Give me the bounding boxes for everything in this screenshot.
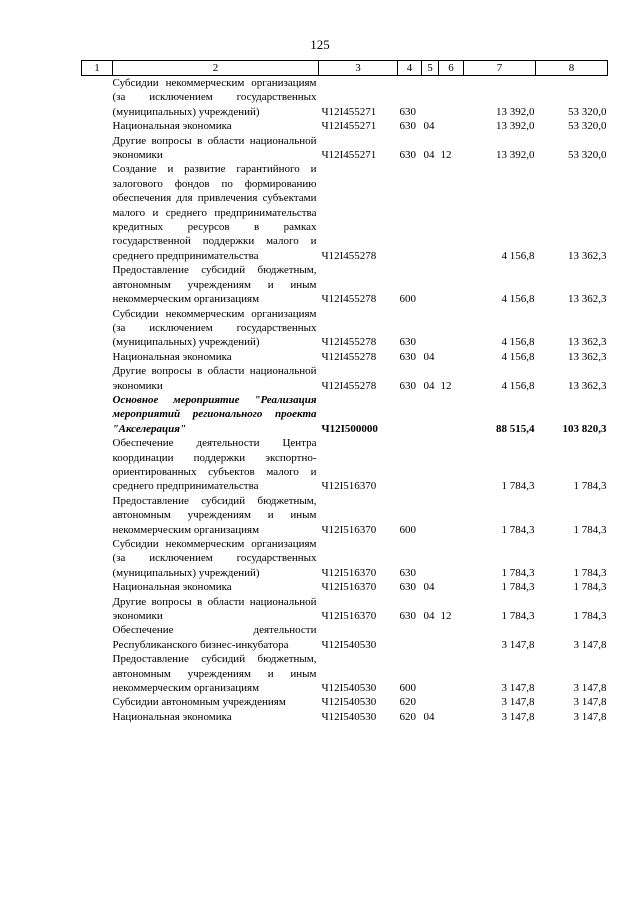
table-row <box>82 393 608 436</box>
row-number-cell <box>82 76 113 120</box>
amount-col7-cell: 13 392,0 <box>496 120 535 133</box>
header-cell: 7 <box>464 61 536 76</box>
row-number-cell <box>82 350 113 364</box>
section-cell: 04 <box>423 350 435 363</box>
target-code-cell: Ч12I516370 <box>321 610 377 623</box>
amount-col7-cell: 1 784,3 <box>501 566 535 579</box>
target-code-cell: Ч12I455278 <box>321 336 377 349</box>
target-code-cell: Ч12I540530 <box>321 682 377 695</box>
amount-col8-cell: 13 362,3 <box>568 293 607 306</box>
header-cell: 1 <box>82 61 113 76</box>
subsection-cell <box>439 307 464 350</box>
section-cell <box>422 263 439 306</box>
target-code-cell: Ч12I455278 <box>321 249 377 262</box>
section-cell: 04 <box>423 120 435 133</box>
target-code-cell: Ч12I516370 <box>321 480 377 493</box>
table-row <box>82 595 608 624</box>
subsection-cell <box>439 710 464 724</box>
table-row <box>82 436 608 494</box>
row-number-cell <box>82 623 113 652</box>
target-code-cell: Ч12I500000 <box>321 422 378 435</box>
amount-col7-cell: 1 784,3 <box>501 480 535 493</box>
row-number-cell <box>82 710 113 724</box>
subsection-cell <box>439 436 464 494</box>
amount-col7-cell: 3 147,8 <box>501 638 535 651</box>
row-name-cell: Национальная экономика <box>112 120 232 133</box>
table-row <box>82 307 608 350</box>
row-number-cell <box>82 494 113 537</box>
row-name-cell: Обеспечение деятельности Республиканского бизнес-инкубатора <box>112 624 317 651</box>
row-number-cell <box>82 307 113 350</box>
table-row <box>82 623 608 652</box>
table-row <box>82 537 608 580</box>
expense-type-cell: 630 <box>399 379 416 392</box>
amount-col7-cell: 1 784,3 <box>501 523 535 536</box>
subsection-cell <box>439 623 464 652</box>
amount-col7-cell: 4 156,8 <box>501 249 535 262</box>
row-number-cell <box>82 162 113 263</box>
row-name-cell: Субсидии некоммерческим организациям (за исключением государственных (муниципальных) учреждений) <box>112 538 317 579</box>
expense-type-cell: 600 <box>399 682 416 695</box>
table-row <box>82 162 608 263</box>
expense-type-cell: 630 <box>399 581 416 594</box>
amount-col7-cell: 1 784,3 <box>501 581 535 594</box>
expense-type-cell: 620 <box>399 710 416 723</box>
row-name-cell: Предоставление субсидий бюджетным, автономным учреждениям и иным некоммерческим организациям <box>112 264 317 306</box>
amount-col7-cell: 3 147,8 <box>501 696 535 709</box>
expense-type-cell: 620 <box>399 696 416 709</box>
row-number-cell <box>82 393 113 436</box>
section-cell: 04 <box>423 581 435 594</box>
row-number-cell <box>82 263 113 306</box>
table-row <box>82 652 608 695</box>
row-name-cell: Субсидии некоммерческим организациям (за исключением государственных (муниципальных) учреждений) <box>112 307 317 349</box>
table-row <box>82 76 608 120</box>
row-name-cell: Национальная экономика <box>112 581 232 594</box>
header-cell: 6 <box>439 61 464 76</box>
table-row <box>82 710 608 724</box>
amount-col8-cell: 13 362,3 <box>568 350 607 363</box>
section-cell <box>422 537 439 580</box>
subsection-cell <box>439 695 464 709</box>
amount-col7-cell: 3 147,8 <box>501 682 535 695</box>
amount-col8-cell: 1 784,3 <box>573 566 607 579</box>
amount-col8-cell: 53 320,0 <box>568 149 607 162</box>
section-cell <box>422 307 439 350</box>
section-cell <box>422 162 439 263</box>
row-name-cell: Субсидии автономным учреждениям <box>112 696 286 709</box>
amount-col7-cell: 13 392,0 <box>496 105 535 118</box>
section-cell: 04 <box>423 610 435 623</box>
table-row <box>82 580 608 594</box>
section-cell: 04 <box>423 710 435 723</box>
amount-col7-cell: 4 156,8 <box>501 336 535 349</box>
target-code-cell: Ч12I455271 <box>321 149 377 162</box>
amount-col7-cell: 4 156,8 <box>501 350 535 363</box>
row-number-cell <box>82 595 113 624</box>
row-number-cell <box>82 652 113 695</box>
subsection-cell <box>439 393 464 436</box>
amount-col8-cell: 1 784,3 <box>573 480 607 493</box>
target-code-cell: Ч12I516370 <box>321 523 377 536</box>
expense-type-cell: 630 <box>399 350 416 363</box>
row-number-cell <box>82 364 113 393</box>
target-code-cell: Ч12I455278 <box>321 379 377 392</box>
row-number-cell <box>82 537 113 580</box>
amount-col8-cell: 3 147,8 <box>573 696 607 709</box>
row-name-cell: Основное мероприятие "Реализация мероприятий регионального проекта "Акселерация" <box>112 393 317 435</box>
table-row <box>82 494 608 537</box>
page-number: 125 <box>310 37 330 52</box>
amount-col8-cell: 13 362,3 <box>568 336 607 349</box>
expense-type-cell: 600 <box>399 293 416 306</box>
expense-type-cell <box>398 623 422 652</box>
subsection-cell <box>439 652 464 695</box>
amount-col7-cell: 88 515,4 <box>496 422 535 435</box>
row-name-cell: Национальная экономика <box>112 350 232 363</box>
header-cell: 2 <box>113 61 319 76</box>
expense-type-cell <box>398 436 422 494</box>
header-cell: 4 <box>398 61 422 76</box>
header-cell: 3 <box>319 61 398 76</box>
amount-col7-cell: 13 392,0 <box>496 149 535 162</box>
expense-type-cell <box>398 162 422 263</box>
subsection-cell <box>439 162 464 263</box>
row-number-cell <box>82 580 113 594</box>
amount-col7-cell: 1 784,3 <box>501 610 535 623</box>
subsection-cell: 12 <box>440 149 452 162</box>
expense-type-cell: 600 <box>399 523 416 536</box>
amount-col8-cell: 3 147,8 <box>573 638 607 651</box>
subsection-cell <box>439 263 464 306</box>
amount-col8-cell: 1 784,3 <box>573 610 607 623</box>
target-code-cell: Ч12I540530 <box>321 710 377 723</box>
section-cell <box>422 623 439 652</box>
table-row <box>82 695 608 709</box>
row-number-cell <box>82 436 113 494</box>
expense-type-cell: 630 <box>399 105 416 118</box>
subsection-cell <box>439 494 464 537</box>
budget-table <box>81 60 608 724</box>
amount-col7-cell: 4 156,8 <box>501 293 535 306</box>
table-row <box>82 263 608 306</box>
row-name-cell: Предоставление субсидий бюджетным, автономным учреждениям и иным некоммерческим организациям <box>112 653 317 695</box>
amount-col8-cell: 13 362,3 <box>568 379 607 392</box>
target-code-cell: Ч12I516370 <box>321 581 377 594</box>
amount-col8-cell: 1 784,3 <box>573 523 607 536</box>
section-cell <box>422 393 439 436</box>
header-cell: 5 <box>422 61 439 76</box>
subsection-cell: 12 <box>440 379 452 392</box>
amount-col7-cell: 3 147,8 <box>501 710 535 723</box>
target-code-cell: Ч12I540530 <box>321 696 377 709</box>
expense-type-cell: 630 <box>399 336 416 349</box>
expense-type-cell: 630 <box>399 149 416 162</box>
table-row <box>82 119 608 133</box>
amount-col8-cell: 1 784,3 <box>573 581 607 594</box>
subsection-cell <box>439 76 464 120</box>
section-cell <box>422 76 439 120</box>
target-code-cell: Ч12I455271 <box>321 120 377 133</box>
row-name-cell: Другие вопросы в области национальной экономики <box>112 134 317 162</box>
table-row <box>82 134 608 163</box>
amount-col8-cell: 103 820,3 <box>562 422 607 435</box>
amount-col8-cell: 13 362,3 <box>568 249 607 262</box>
amount-col8-cell: 3 147,8 <box>573 682 607 695</box>
row-name-cell: Другие вопросы в области национальной экономики <box>112 595 317 623</box>
row-number-cell <box>82 134 113 163</box>
section-cell <box>422 652 439 695</box>
section-cell <box>422 494 439 537</box>
row-name-cell: Создание и развитие гарантийного и залогового фондов по формированию обеспечения для привлечения субъектами малого и среднего предпринимательства кредитных ресурсов в рамках государственной поддержки малого и среднего предпринимательства <box>112 163 317 262</box>
subsection-cell <box>439 119 464 133</box>
amount-col8-cell: 53 320,0 <box>568 120 607 133</box>
expense-type-cell: 630 <box>399 120 416 133</box>
row-name-cell: Обеспечение деятельности Центра координации поддержки экспортно-ориентированных субъектов малого и среднего предпринимательства <box>112 437 317 493</box>
row-name-cell: Национальная экономика <box>112 710 232 723</box>
target-code-cell: Ч12I455278 <box>321 350 377 363</box>
header-cell: 8 <box>536 61 608 76</box>
table-header-row <box>82 61 608 76</box>
section-cell <box>422 436 439 494</box>
subsection-cell: 12 <box>440 610 452 623</box>
row-number-cell <box>82 695 113 709</box>
section-cell: 04 <box>423 149 435 162</box>
section-cell: 04 <box>423 379 435 392</box>
target-code-cell: Ч12I540530 <box>321 638 377 651</box>
target-code-cell: Ч12I455278 <box>321 293 377 306</box>
expense-type-cell: 630 <box>399 610 416 623</box>
amount-col7-cell: 4 156,8 <box>501 379 535 392</box>
expense-type-cell: 630 <box>399 566 416 579</box>
section-cell <box>422 695 439 709</box>
target-code-cell: Ч12I455271 <box>321 105 377 118</box>
subsection-cell <box>439 537 464 580</box>
row-name-cell: Другие вопросы в области национальной экономики <box>112 365 317 392</box>
row-name-cell: Предоставление субсидий бюджетным, автономным учреждениям и иным некоммерческим организациям <box>112 494 317 536</box>
table-row <box>82 364 608 393</box>
subsection-cell <box>439 580 464 594</box>
amount-col8-cell: 3 147,8 <box>573 710 607 723</box>
row-name-cell: Субсидии некоммерческим организациям (за исключением государственных (муниципальных) учреждений) <box>112 77 317 118</box>
amount-col8-cell: 53 320,0 <box>568 105 607 118</box>
table-row <box>82 350 608 364</box>
target-code-cell: Ч12I516370 <box>321 566 377 579</box>
subsection-cell <box>439 350 464 364</box>
row-number-cell <box>82 119 113 133</box>
expense-type-cell <box>398 393 422 436</box>
